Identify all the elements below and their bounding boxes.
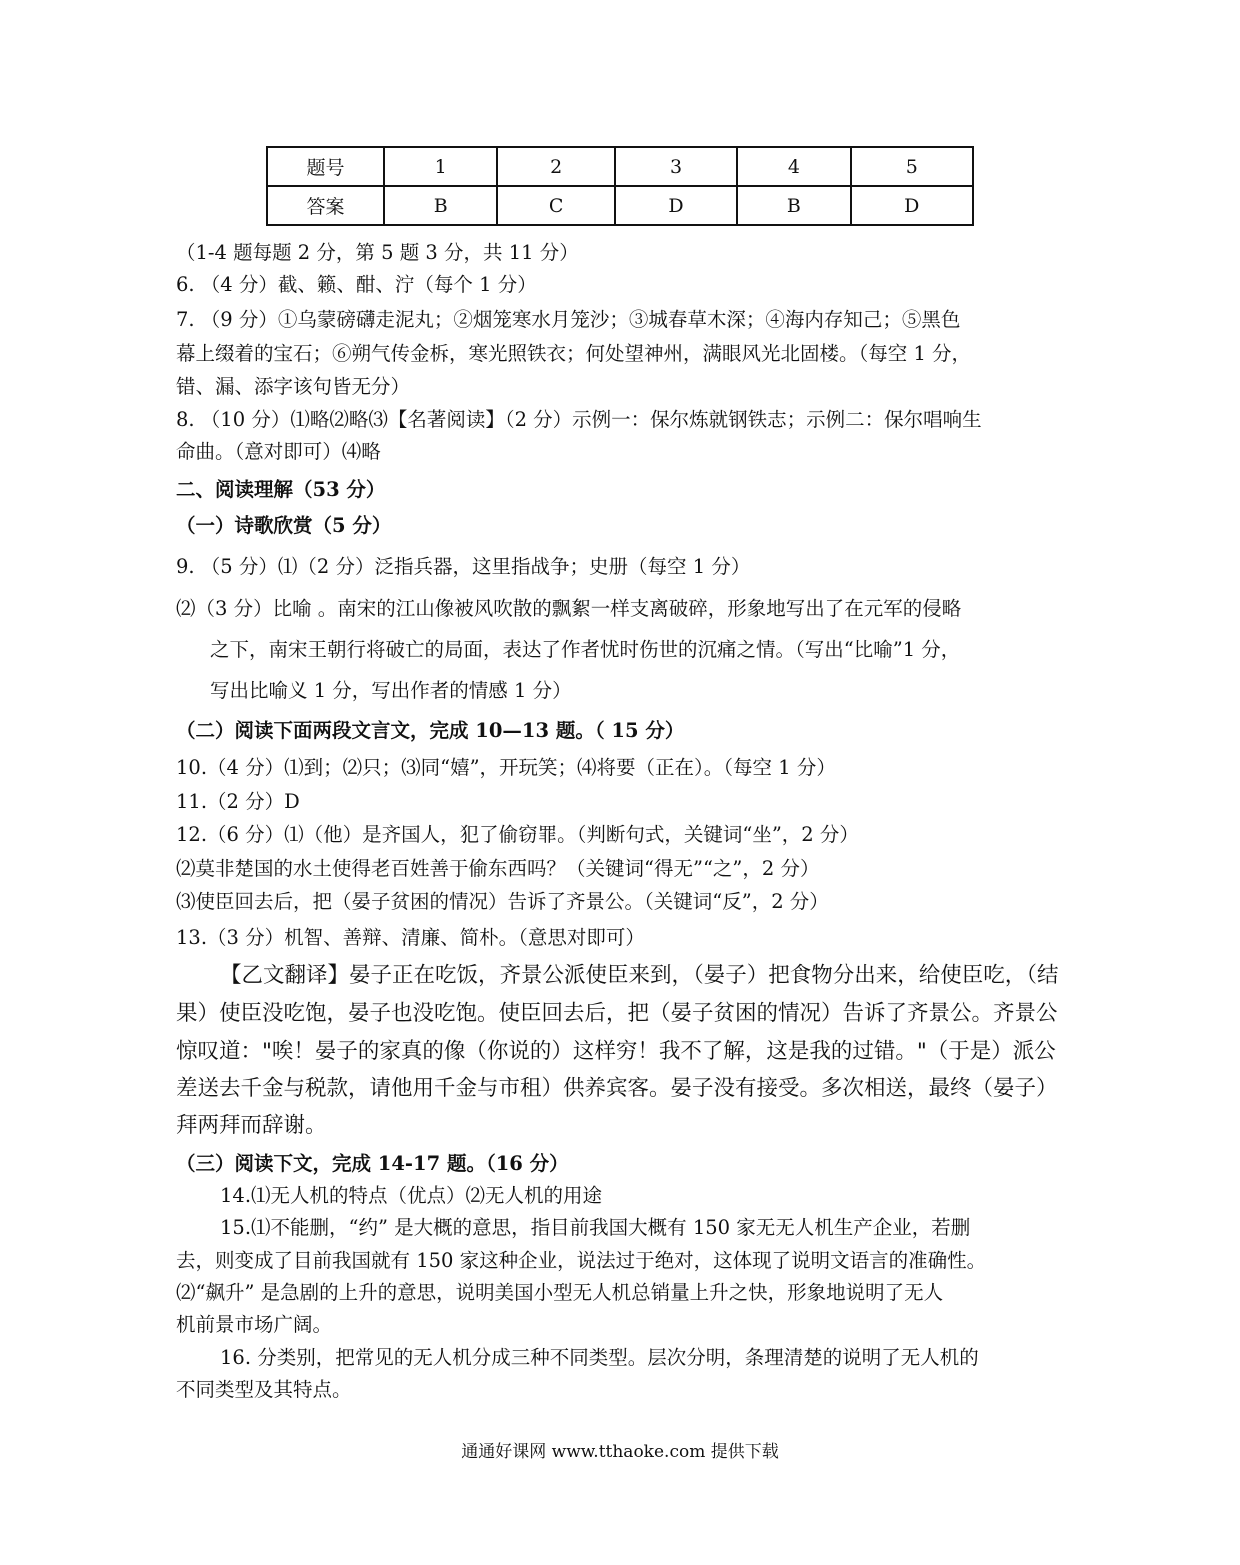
section-heading-reading: 二、阅读理解（53 分） [176, 478, 386, 501]
answer-line-q7-cont: 幕上缀着的宝石；⑥朔气传金柝，寒光照铁衣；何处望神州，满眼风光北固楼。（每空 1 分， [176, 342, 972, 365]
translation-paragraph-line: 果）使臣没吃饱，晏子也没吃饱。使臣回去后，把（晏子贫困的情况）告诉了齐景公。齐景公 [176, 1001, 1058, 1026]
answer-line-q9-2-cont: 之下，南宋王朝行将破亡的局面，表达了作者忧时伤世的沉痛之情。（写出“比喻”1 分， [210, 638, 961, 661]
answer-line-q7-cont: 错、漏、添字该句皆无分） [176, 375, 411, 398]
answer-line-q15-cont: 去，则变成了目前我国就有 150 家这种企业，说法过于绝对，这体现了说明文语言的准确性。 [176, 1249, 987, 1272]
answer-line-q14: 14.⑴无人机的特点（优点）⑵无人机的用途 [220, 1184, 603, 1207]
answer-line-q9-2-cont: 写出比喻义 1 分，写出作者的情感 1 分） [210, 679, 572, 702]
subsection-heading-poetry: （一）诗歌欣赏（5 分） [176, 514, 392, 537]
question-number-cell: 4 [737, 147, 850, 186]
table-row-question-numbers [267, 147, 973, 186]
answer-line-q12-2: ⑵莫非楚国的水土使得老百姓善于偷东西吗？（关键词“得无”“之”，2 分） [176, 857, 820, 880]
answer-line-q11: 11.（2 分）D [176, 790, 300, 813]
answer-line-q15-2: ⑵“飙升” 是急剧的上升的意思，说明美国小型无人机总销量上升之快，形象地说明了无人 [176, 1281, 944, 1304]
translation-paragraph-line: 差送去千金与税款，请他用千金与市租）供养宾客。晏子没有接受。多次相送，最终（晏子） [176, 1076, 1058, 1101]
answer-line-q12: 12.（6 分）⑴（他）是齐国人，犯了偷窃罪。（判断句式，关键词“坐”，2 分） [176, 823, 859, 846]
scoring-note: （1-4 题每题 2 分，第 5 题 3 分，共 11 分） [176, 241, 579, 264]
answer-line-q15: 15.⑴不能删，“约” 是大概的意思，指目前我国大概有 150 家无无人机生产企业，若删 [220, 1216, 971, 1239]
answer-line-q10: 10.（4 分）⑴到；⑵只；⑶同“嬉”，开玩笑；⑷将要（正在）。（每空 1 分） [176, 756, 836, 779]
answer-line-q13: 13.（3 分）机智、善辩、清廉、简朴。（意思对即可） [176, 926, 645, 949]
table-row-answers [267, 186, 973, 225]
translation-paragraph-line: 拜两拜而辞谢。 [176, 1113, 327, 1138]
question-number-cell: 1 [384, 147, 497, 186]
answer-line-q16: 16. 分类别，把常见的无人机分成三种不同类型。层次分明，条理清楚的说明了无人机的 [220, 1346, 979, 1369]
answer-line-q9: 9. （5 分）⑴（2 分）泛指兵器，这里指战争；史册（每空 1 分） [176, 555, 751, 578]
subsection-heading-classical: （二）阅读下面两段文言文，完成 10—13 题。（ 15 分） [176, 719, 685, 742]
question-number-cell: 5 [851, 147, 973, 186]
translation-paragraph-line: 【乙文翻译】晏子正在吃饭，齐景公派使臣来到，（晏子）把食物分出来，给使臣吃，（结 [220, 963, 1059, 988]
page-footer: 通通好课网 www.tthaoke.com 提供下载 [461, 1442, 779, 1462]
answer-line-q16-cont: 不同类型及其特点。 [176, 1378, 352, 1401]
answer-line-q6: 6. （4 分）截、籁、酣、泞（每个 1 分） [176, 273, 537, 296]
answer-table [266, 146, 974, 226]
translation-paragraph-line: 惊叹道："唉！晏子的家真的像（你说的）这样穷！我不了解，这是我的过错。"（于是）派公 [176, 1039, 1056, 1064]
question-number-cell: 3 [615, 147, 737, 186]
answer-cell: B [737, 186, 850, 225]
answer-cell: D [615, 186, 737, 225]
answer-cell: D [851, 186, 973, 225]
answer-cell: C [497, 186, 614, 225]
answer-line-q15-2-cont: 机前景市场广阔。 [176, 1313, 333, 1336]
answer-line-q7: 7. （9 分）①乌蒙磅礴走泥丸；②烟笼寒水月笼沙；③城春草木深；④海内存知己；⑤黑色 [176, 308, 961, 331]
question-number-cell: 2 [497, 147, 614, 186]
table-header-cell: 答案 [267, 186, 384, 225]
answer-line-q12-3: ⑶使臣回去后，把（晏子贫困的情况）告诉了齐景公。（关键词“反”，2 分） [176, 890, 829, 913]
answer-line-q8: 8. （10 分）⑴略⑵略⑶【名著阅读】（2 分）示例一：保尔炼就钢铁志；示例二：保尔唱响生 [176, 408, 982, 431]
answer-cell: B [384, 186, 497, 225]
table-header-cell: 题号 [267, 147, 384, 186]
answer-line-q8-cont: 命曲。（意对即可）⑷略 [176, 440, 381, 463]
answer-line-q9-2: ⑵（3 分）比喻 。南宋的江山像被风吹散的飘絮一样支离破碎，形象地写出了在元军的侵略 [176, 597, 962, 620]
subsection-heading-expository: （三）阅读下文，完成 14-17 题。（16 分） [176, 1152, 569, 1175]
